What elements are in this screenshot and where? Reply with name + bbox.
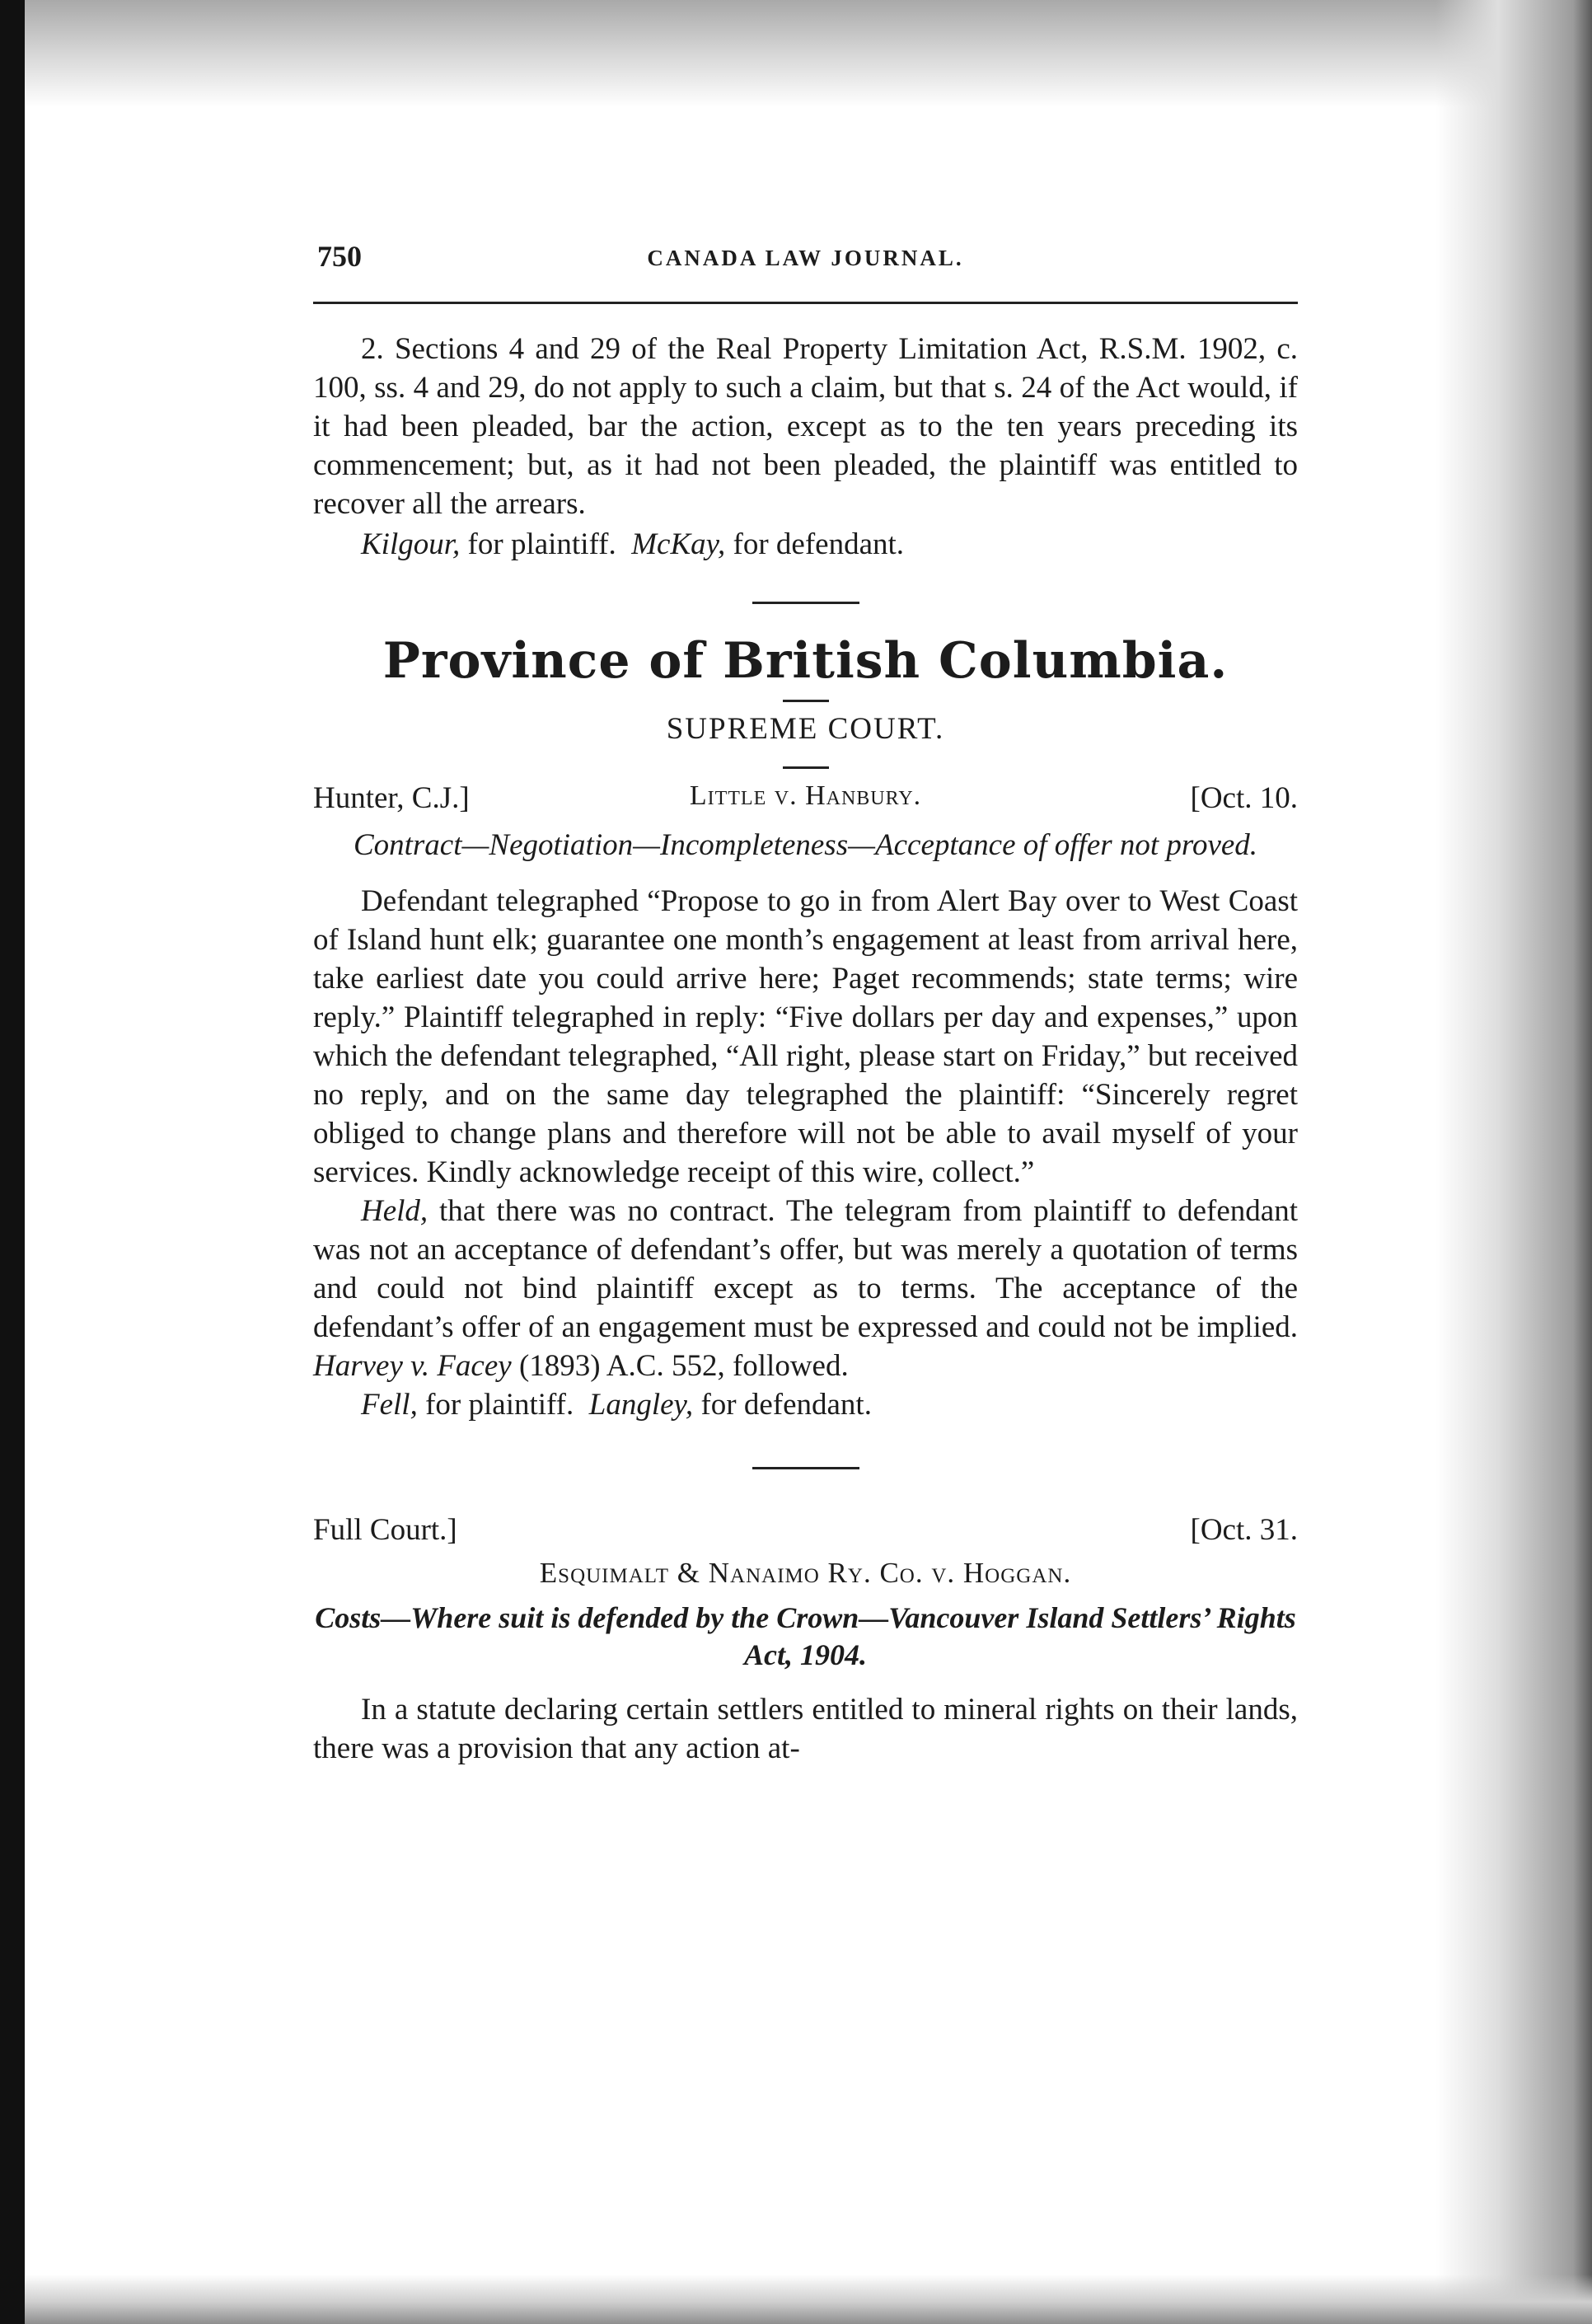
section-divider [752, 602, 859, 604]
counsel-defendant-name: McKay, [631, 527, 726, 561]
journal-page [313, 239, 1298, 1768]
case-catchwords: Costs—Where suit is defended by the Crown—Vancouver Island Settlers’ Rights Act, 1904. [315, 1601, 1296, 1671]
case-divider [752, 1467, 859, 1469]
counsel-plaintiff-name: Kilgour, [361, 527, 461, 561]
case-counsel [313, 1385, 1298, 1424]
held-text: that there was no contract. The telegram from plaintiff to defendant was not an acceptance of defendant’s offer, but was merely a quotation of terms and could not bind plaintiff except as to terms. The acceptance of the defendant’s offer of an engagement must be expressed and could not be implied. [313, 1194, 1298, 1344]
counsel-defendant-name: Langley, [588, 1388, 694, 1422]
case-facts: Defendant telegraphed “Propose to go in from Alert Bay over to West Coast of Island hunt elk; guarantee one month’s engagement at least from arrival here, take earliest date you could arrive here; Paget recommends; state terms; wire reply.” Plaintiff telegraphed in reply: “Five dollars per day and expenses,” upon which the defendant telegraphed, “All right, please start on Friday,” but received no reply, and on the same day telegraphed the plaintiff: “Sincerely regret obliged to change plans and therefore will not be able to avail myself of your services. Kindly acknowledge receipt of this wire, collect.” [313, 884, 1298, 1189]
counsel-plaintiff-role: for plaintiff. [460, 527, 616, 561]
scan-left-edge [0, 0, 25, 2324]
scan-right-edge [1435, 0, 1592, 2324]
court-heading: SUPREME COURT. [666, 712, 945, 746]
case-date: [Oct. 10. [1190, 781, 1298, 815]
held-label: Held, [361, 1194, 428, 1228]
judge-name: Hunter, C.J.] [313, 781, 470, 815]
scan-top-edge [25, 0, 1592, 107]
case-text: In a statute declaring certain settlers entitled to mineral rights on their lands, there was a provision that any action at- [313, 1693, 1298, 1765]
counsel-plaintiff-role: for plaintiff. [417, 1388, 574, 1422]
holding-paragraph: 2. Sections 4 and 29 of the Real Property Limitation Act, R.S.M. 1902, c. 100, ss. 4 and 29, do not apply to such a claim, but that s. 24 of the Act would, if it had been pleaded, bar the action, except as to the ten years preceding its commencement; but, as it had not been pleaded, the plaintiff was entitled to recover all the arrears. [313, 332, 1298, 521]
counsel-plaintiff-name: Fell, [361, 1388, 418, 1422]
running-head [313, 239, 1298, 290]
heading-rule [783, 700, 829, 702]
counsel-line [313, 525, 1298, 564]
page-number: 750 [317, 240, 362, 273]
scan-bottom-edge [25, 2275, 1592, 2324]
case-date: [Oct. 31. [1190, 1513, 1298, 1547]
court-name: Full Court.] [313, 1513, 457, 1547]
case-caption-line [313, 780, 1298, 823]
journal-title: CANADA LAW JOURNAL. [647, 246, 964, 270]
case-caption-line [313, 1512, 1298, 1555]
case-holding [313, 1192, 1298, 1385]
province-heading: Province of British Columbia. [382, 632, 1229, 690]
counsel-defendant-role: for defendant. [693, 1388, 872, 1422]
court-rule [783, 766, 829, 769]
citation-name: Harvey v. Facey [313, 1349, 512, 1383]
case-name: Esquimalt & Nanaimo Ry. Co. v. Hoggan. [539, 1557, 1072, 1589]
citation-rest: (1893) A.C. 552, followed. [511, 1349, 849, 1383]
case-name: Little v. Hanbury. [689, 780, 922, 811]
case-catchwords: Contract—Negotiation—Incompleteness—Acceptance of offer not proved. [353, 828, 1258, 862]
header-rule [313, 302, 1298, 304]
counsel-defendant-role: for defendant. [725, 527, 905, 561]
